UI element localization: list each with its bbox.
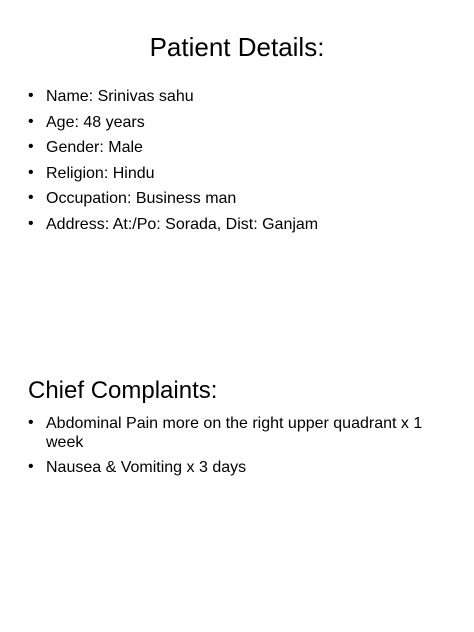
complaint-nausea-vomiting: Nausea & Vomiting x 3 days	[46, 459, 247, 476]
list-item	[28, 113, 448, 132]
bullet-icon: •	[28, 87, 34, 104]
list-item	[28, 164, 448, 183]
list-item	[28, 215, 448, 234]
patient-religion: Religion: Hindu	[46, 164, 155, 182]
bullet-icon: •	[28, 189, 34, 206]
bullet-icon: •	[28, 458, 34, 475]
bullet-icon: •	[28, 138, 34, 155]
patient-occupation: Occupation: Business man	[46, 190, 237, 207]
bullet-icon: •	[28, 414, 34, 431]
bullet-icon: •	[28, 163, 34, 181]
bullet-icon: •	[28, 112, 34, 130]
list-item	[28, 87, 448, 106]
patient-gender: Gender: Male	[46, 139, 143, 156]
patient-address: Address: At:/Po: Sorada, Dist: Ganjam	[46, 215, 319, 233]
chief-complaints-heading: Chief Complaints:	[28, 377, 218, 404]
patient-age: Age: 48 years	[46, 113, 145, 131]
complaint-abdominal-pain: Abdominal Pain more on the right upper quadrant x 1 week	[46, 415, 423, 451]
patient-name: Name: Srinivas sahu	[46, 88, 194, 105]
bullet-icon: •	[28, 214, 34, 232]
page-title: Patient Details:	[149, 32, 325, 62]
chief-complaints-list	[28, 414, 453, 483]
list-item	[28, 189, 448, 208]
list-item	[28, 138, 448, 157]
list-item	[28, 414, 453, 452]
list-item	[28, 458, 453, 477]
patient-details-list	[28, 87, 448, 240]
